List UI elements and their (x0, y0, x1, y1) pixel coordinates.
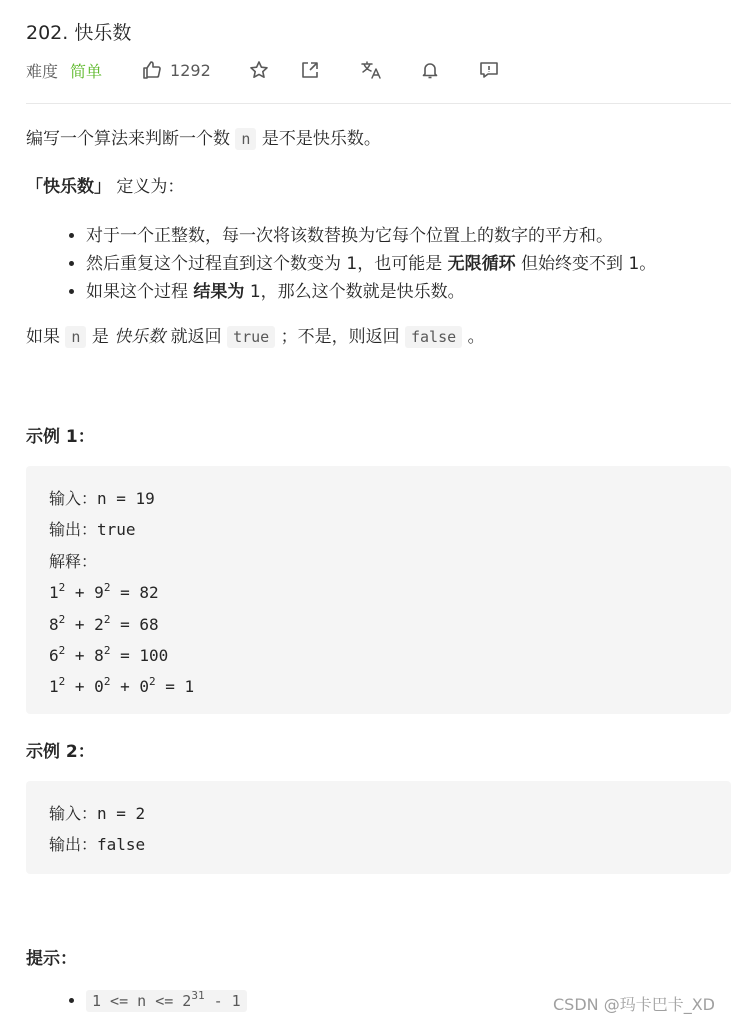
example-1-block: 输入：n = 19 输出：true 解释： $1^2 + 9^2 = 82$ $8^2 + 2^2 = 68$ $6^2 + 8^2 = 100$ $1^2 + 0^2 + 0^2 = 1$ (26, 466, 731, 714)
translate-button[interactable] (360, 60, 382, 80)
feedback-button[interactable] (479, 60, 499, 80)
translate-icon (360, 60, 382, 80)
share-icon (300, 60, 320, 80)
example-2-heading: 示例 2： (26, 742, 95, 762)
thumb-up-icon (142, 60, 162, 80)
watermark: CSDN @玛卡巴卡_XD (553, 995, 715, 1014)
bell-icon (420, 60, 440, 80)
subscribe-button[interactable] (420, 60, 440, 80)
definition-line (26, 175, 184, 199)
constraints-list (26, 986, 247, 1016)
intro-paragraph (26, 127, 381, 151)
constraint-code: $1 <= n <= 2^{31} - 1$ (86, 990, 247, 1012)
constraints-heading: 提示： (26, 949, 77, 969)
header-divider (26, 103, 731, 104)
example-2-block: 输入：n = 2 输出：false (26, 781, 731, 874)
like-button[interactable] (142, 60, 211, 80)
inline-code-n: n (65, 326, 86, 348)
definition-text: 定义为： (116, 177, 185, 197)
example-1-heading: 示例 1： (26, 427, 95, 447)
difficulty-badge: 简单 (70, 61, 103, 81)
difficulty-label: 难度 (26, 61, 59, 81)
problem-title: 202. 快乐数 (26, 22, 132, 44)
intro-text-2: 是不是快乐数。 (261, 129, 381, 149)
list-item (86, 986, 247, 1016)
list-item: • 对于一个正整数，每一次将该数替换为它每个位置上的数字的平方和。 (86, 222, 731, 250)
list-item: • 然后重复这个过程直到这个数变为 1，也可能是 无限循环 但始终变不到 1。 (86, 250, 731, 278)
feedback-icon (479, 60, 499, 80)
inline-code-true: true (227, 326, 275, 348)
star-icon (249, 60, 269, 80)
inline-code-n: n (235, 128, 256, 150)
list-item: • 如果这个过程 结果为 1，那么这个数就是快乐数。 (86, 278, 731, 306)
inline-code-false: false (405, 326, 462, 348)
rules-list (26, 222, 731, 306)
favorite-button[interactable] (249, 60, 269, 80)
problem-meta-bar (26, 58, 499, 82)
happy-number-term: 「快乐数」 (26, 177, 111, 197)
return-paragraph: 如果 n 是 快乐数 就返回 true ；不是，则返回 false 。 (26, 327, 485, 347)
like-count: 1292 (170, 60, 211, 80)
intro-text-1: 编写一个算法来判断一个数 (26, 129, 230, 149)
share-button[interactable] (300, 60, 320, 80)
